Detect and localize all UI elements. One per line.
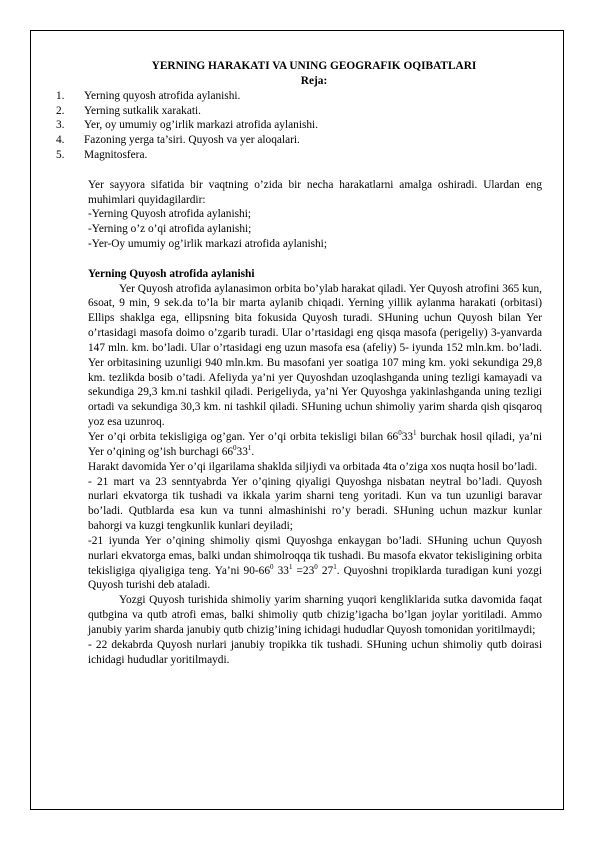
text-run: 27 bbox=[317, 564, 334, 577]
paragraph-equinox: - 21 mart va 23 senntyabrda Yer o’qining qiyaligi Quyoshga nisbatan neytral bo’ladi. Quyosh nurlari ekvatorga tik tushadi va ikkala yarim sharni teng yoritadi. Kun va tun uzunligi baravar bo’ladi. Qutblarda esa kun va tunni almashinishi ro’y beradi. SHuning uchun mazkur kunlar bahorgi va kuzgi tengkunlik kunlari deyiladi; bbox=[88, 475, 542, 533]
intro-paragraph: Yer sayyora sifatida bir vaqtning o’zida bir necha harakatlarni amalga oshiradi. Ulardan eng muhimlari quyidagilardir: bbox=[88, 178, 542, 206]
degree-superscript: 0 bbox=[233, 444, 237, 453]
plan-item-text: Fazoning yerga ta’siri. Quyosh va yer aloqalari. bbox=[84, 134, 300, 147]
document-content bbox=[56, 59, 542, 668]
text-run: =23 bbox=[292, 564, 315, 577]
paragraph-orbit: Yer Quyosh atrofida aylanasimon orbita bo’ylab harakat qiladi. Yer Quyosh atrofini 365 kun, 6soat, 9 min, 9 sek.da to’la bir marta aylanib chiqadi. Yerning yillik aylanma harakati (orbitasi) Ellips shaklga ega, ellipsning bita fokusida Quyosh turadi. SHuning uchun Quyosh bilan Yer o’rtasidagi masofa doimo o’zgarib turadi. Ular o’rtasidagi eng qisqa masofa (perigeliy) 3-yanvarda 147 mln. km. bo’ladi. Ular o’rtasidagi eng uzun masofa esa (afeliy) 5- iyunda 152 mln.km. bo’ladi. Yer orbitasining uzunligi 940 mln.km. Bu masofani yer soatiga 107 ming km. yoki sekundiga 29,8 km. tezlikda bosib o’tadi. Afeliyda ya’ni yer Quyoshdan uzoqlashganda uning tezligi kamayadi va sekundiga 29,3 km.ni tashkil qiladi. Perigeliyda, ya’ni Yer Quyoshga yakinlashganda uning tezligi ortadi va sekundiga 30,3 km. ni tashkil qiladi. SHuning uchun shimoliy yarim sharda qish qisqaroq yoz esa uzunroq. bbox=[88, 282, 542, 429]
text-run: 33 bbox=[273, 564, 289, 577]
text-run: . Quyoshni tropiklarda turadigan kuni yozgi Quyosh turishi deb ataladi. bbox=[88, 564, 543, 592]
plan-item bbox=[56, 118, 542, 133]
intro-list-item: -Yerning o’z o’qi atrofida aylanishi; bbox=[88, 223, 252, 236]
plan-item-number: 1. bbox=[56, 89, 65, 102]
degree-superscript: 0 bbox=[314, 562, 318, 571]
plan-item bbox=[56, 148, 542, 163]
text-run: 33 bbox=[401, 431, 414, 443]
plan-item-number: 4. bbox=[56, 134, 65, 147]
plan-item-number: 5. bbox=[56, 149, 65, 162]
section-title: Yerning Quyosh atrofida aylanishi bbox=[88, 267, 255, 280]
plan-item bbox=[56, 104, 542, 119]
minute-superscript: 1 bbox=[333, 562, 337, 571]
plan-item-text: Yerning sutkalik xarakati. bbox=[84, 104, 201, 117]
plan-item-number: 2. bbox=[56, 104, 65, 117]
text-run: burchak hosil qiladi, ya’ni Yer o’qining og’ish burchagi 66 bbox=[88, 431, 542, 458]
plan-item bbox=[56, 89, 542, 104]
text-run: 33 bbox=[236, 445, 248, 458]
document-body bbox=[88, 163, 542, 668]
degree-superscript: 0 bbox=[270, 562, 274, 571]
plan-item-text: Yerning quyosh atrofida aylanishi. bbox=[84, 89, 241, 102]
paragraph-summer-solstice bbox=[88, 534, 542, 593]
plan-item-text: Yer, oy umumiy og’irlik markazi atrofida aylanishi. bbox=[84, 119, 319, 132]
spacer bbox=[88, 252, 542, 267]
spacer bbox=[88, 163, 542, 178]
paragraph-four-points: Harakt davomida Yer o’qi ilgarilama shaklda siljiydi va orbitada 4ta o’ziga xos nuqta hosil bo’ladi. bbox=[88, 460, 538, 473]
plan-item-number: 3. bbox=[56, 119, 65, 132]
plan-item-text: Magnitosfera. bbox=[84, 149, 148, 162]
text-run: -21 iyunda Yer o’qining shimoliy qismi Quyoshga enkaygan bo’ladi. SHuning uchun Quyosh nurlari ekvatorga emas, balki undan shimolroqqa tik tushadi. Bu masofa ekvator tekisligining orbita tekisligiga qiyaligiga teng. Ya’ni 90-66 bbox=[88, 534, 542, 577]
paragraph-axis-tilt bbox=[88, 430, 542, 460]
text-run: Yer o’qi orbita tekisligiga og’gan. Yer o’qi orbita tekisligi bilan 66 bbox=[88, 431, 399, 443]
plan-item bbox=[56, 133, 542, 148]
plan-label: Reja: bbox=[300, 74, 328, 87]
plan-list bbox=[56, 89, 542, 163]
minute-superscript: 1 bbox=[413, 429, 417, 438]
document-title: YERNING HARAKATI VA UNING GEOGRAFIK OQIBATLARI bbox=[151, 60, 477, 72]
intro-list-item: -Yer-Oy umumiy og’irlik markazi atrofida aylanishi; bbox=[88, 238, 327, 251]
minute-superscript: 1 bbox=[288, 562, 293, 571]
minute-superscript: 1 bbox=[247, 444, 252, 453]
degree-superscript: 0 bbox=[398, 429, 402, 438]
text-run: . bbox=[251, 445, 255, 458]
paragraph-winter-solstice: - 22 dekabrda Quyosh nurlari janubiy tropikka tik tushadi. SHuning uchun shimoliy qutb doirasi ichidagi hududlar yoritilmaydi. bbox=[88, 638, 542, 666]
intro-list-item: -Yerning Quyosh atrofida aylanishi; bbox=[88, 208, 251, 221]
paragraph-polar-lighting: Yozgi Quyosh turishida shimoliy yarim sharning yuqori kengliklarida sutka davomida faqat qutbgina va qutb atrofi emas, balki shimoliy qutb chizig’igacha bo’lgan joylar yoritiladi. Ammo janubiy yarim sharda janubiy qutb chizig’ining ichidagi hududlar Quyosh tomonidan yoritilmaydi; bbox=[88, 594, 542, 636]
